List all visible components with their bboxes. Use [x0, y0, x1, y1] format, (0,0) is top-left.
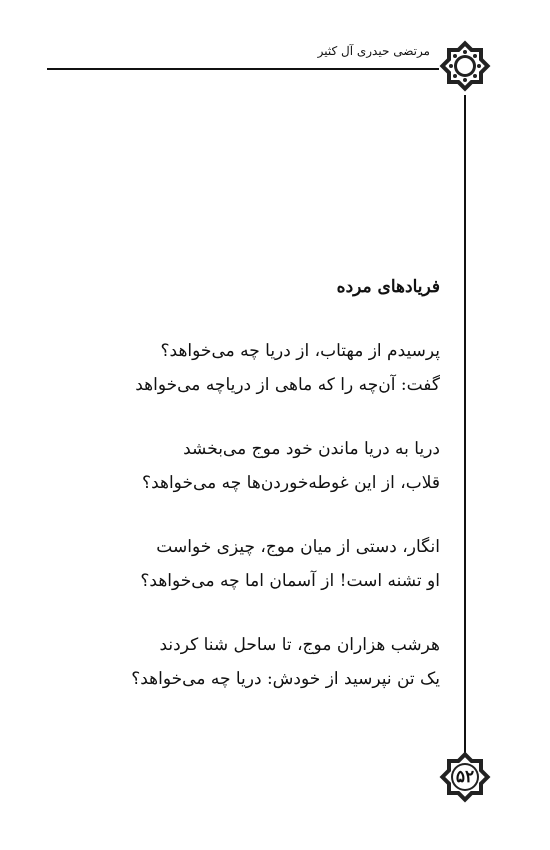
stanza: [80, 530, 440, 598]
header-rule: [47, 68, 439, 70]
ornament-top-icon: [437, 38, 493, 94]
stanza: [80, 334, 440, 402]
running-header-author: مرتضی حیدری آل کثیر: [317, 44, 430, 58]
stanza: [80, 628, 440, 696]
poem: [80, 270, 440, 726]
poem-line: قلاب، از این غوطه‌خوردن‌ها چه می‌خواهد؟: [142, 473, 440, 493]
poem-title: فریادهای مرده: [336, 277, 440, 297]
poem-line: یک تن نپرسید از خودش: دریا چه می‌خواهد؟: [131, 669, 440, 689]
page-number: ۵۲: [455, 767, 475, 787]
stanza: [80, 432, 440, 500]
poem-line: دریا به دریا ماندن خود موج می‌بخشد: [183, 439, 440, 459]
poem-line: او تشنه است! از آسمان اما چه می‌خواهد؟: [140, 571, 440, 591]
poem-line: گفت: آن‌چه را که ماهی از دریاچه می‌خواهد: [135, 375, 440, 395]
poem-line: هرشب هزاران موج، تا ساحل شنا کردند: [159, 635, 440, 655]
poem-line: پرسیدم از مهتاب، از دریا چه می‌خواهد؟: [160, 341, 440, 361]
margin-rule: [464, 95, 466, 755]
poem-line: انگار، دستی از میان موج، چیزی خواست: [156, 537, 440, 557]
